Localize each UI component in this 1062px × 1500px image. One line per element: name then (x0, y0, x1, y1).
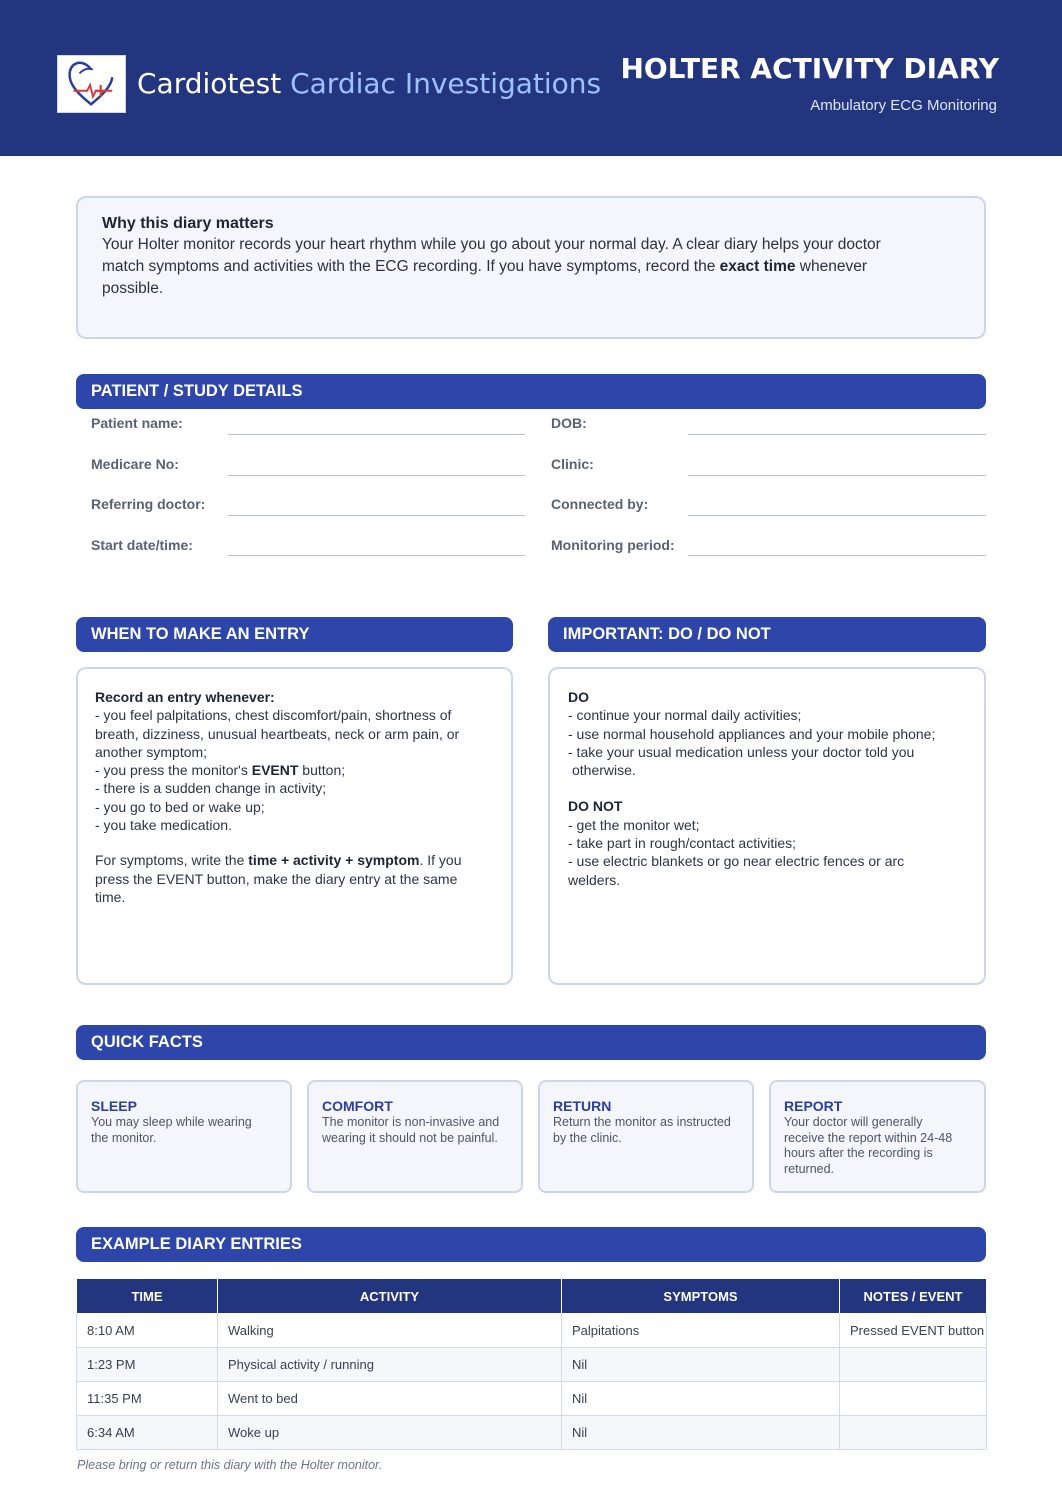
fact-text (91, 1115, 277, 1146)
do-title: DO (568, 689, 589, 705)
column-header-time: TIME (77, 1279, 218, 1314)
quick-facts-header: QUICK FACTS (76, 1025, 986, 1060)
fact-line: returned. (784, 1161, 835, 1176)
do-not-title: DO NOT (568, 798, 623, 815)
patient-name-label: Patient name: (91, 415, 183, 431)
connected-by-label: Connected by: (551, 496, 649, 512)
clinic-field[interactable] (688, 475, 986, 476)
when-emphasis: time + activity + symptom (248, 852, 420, 869)
document-subtitle: Ambulatory ECG Monitoring (810, 97, 997, 114)
when-line: - you feel palpitations, chest discomfort/pain, shortness of (95, 707, 452, 724)
example-entries-table (76, 1278, 987, 1450)
intro-text (102, 234, 960, 300)
intro-heading: Why this diary matters (102, 215, 274, 232)
fact-line: The monitor is non-invasive and (322, 1115, 500, 1129)
cell-time: 11:35 PM (77, 1382, 218, 1416)
do-donot-header: IMPORTANT: DO / DO NOT (548, 617, 986, 652)
do-line: - take your usual medication unless your doctor told you (568, 743, 915, 760)
fact-card-sleep (76, 1080, 292, 1193)
fact-line: Return the monitor as instructed (553, 1115, 731, 1129)
cell-activity: Physical activity / running (218, 1348, 562, 1382)
table-row (77, 1348, 987, 1382)
cell-activity: Walking (218, 1314, 562, 1348)
when-text-span: . If you (419, 852, 462, 869)
when-entry-text (95, 688, 461, 906)
fact-line: the monitor. (91, 1130, 157, 1145)
monitoring-period-field[interactable] (688, 555, 986, 556)
when-line: time. (95, 888, 126, 905)
do-line: - use normal household appliances and your mobile phone; (568, 725, 936, 742)
when-lead: Record an entry whenever: (95, 689, 275, 705)
table-row (77, 1416, 987, 1450)
fact-line: Your doctor will generally (784, 1115, 923, 1129)
dob-label: DOB: (551, 415, 587, 431)
when-entry-header: WHEN TO MAKE AN ENTRY (76, 617, 513, 652)
table-header-row (77, 1279, 987, 1314)
cell-symptoms: Nil (562, 1416, 840, 1450)
fact-card-comfort (307, 1080, 523, 1193)
brand-name (137, 64, 601, 104)
dob-field[interactable] (688, 434, 986, 435)
fact-title: RETURN (553, 1098, 612, 1114)
cell-activity: Went to bed (218, 1382, 562, 1416)
intro-text-span: match symptoms and activities with the ECG recording. If you have symptoms, record the (102, 258, 720, 275)
fact-line: wearing it should not be painful. (322, 1130, 498, 1145)
brand-accent: Cardiac Investigations (290, 67, 602, 100)
connected-by-field[interactable] (688, 515, 986, 516)
when-text-span: button; (298, 762, 346, 779)
fact-card-return (538, 1080, 754, 1193)
do-not-line: welders. (568, 871, 621, 888)
cell-notes: Pressed EVENT button (840, 1314, 987, 1348)
document-title: HOLTER ACTIVITY DIARY (620, 52, 999, 85)
when-line: - there is a sudden change in activity; (95, 780, 327, 797)
cell-activity: Woke up (218, 1416, 562, 1450)
heart-ecg-icon (57, 55, 126, 113)
medicare-field[interactable] (228, 475, 525, 476)
example-entries-header: EXAMPLE DIARY ENTRIES (76, 1227, 986, 1262)
cell-time: 6:34 AM (77, 1416, 218, 1450)
intro-text-span: whenever (795, 258, 868, 275)
do-line: - continue your normal daily activities; (568, 707, 802, 724)
fact-card-report (769, 1080, 986, 1193)
fact-text (553, 1115, 739, 1146)
do-not-line: - take part in rough/contact activities; (568, 835, 796, 852)
patient-name-field[interactable] (228, 434, 525, 435)
fact-line: receive the report within 24-48 (784, 1130, 953, 1145)
do-line: otherwise. (572, 762, 636, 779)
start-datetime-label: Start date/time: (91, 537, 193, 553)
intro-box (76, 196, 986, 339)
start-datetime-field[interactable] (228, 555, 525, 556)
brand-main: Cardiotest (137, 67, 282, 100)
intro-line: possible. (102, 280, 164, 297)
cell-time: 1:23 PM (77, 1348, 218, 1382)
when-line (95, 761, 461, 779)
referring-doctor-field[interactable] (228, 515, 525, 516)
referring-doctor-label: Referring doctor: (91, 496, 206, 512)
fact-title: COMFORT (322, 1098, 393, 1114)
cell-notes (840, 1416, 987, 1450)
patient-details-header: PATIENT / STUDY DETAILS (76, 374, 986, 409)
fact-line: by the clinic. (553, 1130, 622, 1145)
cell-notes (840, 1382, 987, 1416)
column-header-activity: ACTIVITY (218, 1279, 562, 1314)
fact-line: You may sleep while wearing (91, 1115, 252, 1129)
intro-emphasis: exact time (719, 258, 796, 275)
when-line: another symptom; (95, 743, 208, 760)
when-line: - you go to bed or wake up; (95, 798, 265, 815)
column-header-notes: NOTES / EVENT (840, 1279, 987, 1314)
fact-title: SLEEP (91, 1098, 137, 1114)
intro-line (102, 256, 960, 278)
column-header-symptoms: SYMPTOMS (562, 1279, 840, 1314)
when-text-span: - you press the monitor's (95, 762, 252, 779)
cell-time: 8:10 AM (77, 1314, 218, 1348)
fact-line: hours after the recording is (784, 1146, 933, 1160)
cell-notes (840, 1348, 987, 1382)
clinic-label: Clinic: (551, 456, 594, 472)
footnote: Please bring or return this diary with the Holter monitor. (77, 1458, 383, 1472)
do-not-line: - get the monitor wet; (568, 816, 700, 833)
when-line: - you take medication. (95, 817, 232, 834)
cell-symptoms: Nil (562, 1348, 840, 1382)
when-line: breath, dizziness, unusual heartbeats, neck or arm pain, or (95, 725, 460, 742)
when-line: press the EVENT button, make the diary entry at the same (95, 870, 458, 887)
fact-title: REPORT (784, 1098, 843, 1114)
monitoring-period-label: Monitoring period: (551, 537, 675, 553)
fact-text (322, 1115, 508, 1146)
when-text-span: For symptoms, write the (95, 852, 249, 869)
cell-symptoms: Palpitations (562, 1314, 840, 1348)
header-banner (0, 0, 1062, 156)
cell-symptoms: Nil (562, 1382, 840, 1416)
do-not-line: - use electric blankets or go near electric fences or arc (568, 853, 905, 870)
when-line (95, 851, 461, 869)
event-emphasis: EVENT (251, 762, 299, 779)
intro-line: Your Holter monitor records your heart rhythm while you go about your normal day. A clear diary helps your doctor (102, 236, 881, 253)
table-row (77, 1314, 987, 1348)
do-donot-text (568, 688, 935, 889)
fact-text (784, 1115, 971, 1177)
table-row (77, 1382, 987, 1416)
medicare-label: Medicare No: (91, 456, 179, 472)
